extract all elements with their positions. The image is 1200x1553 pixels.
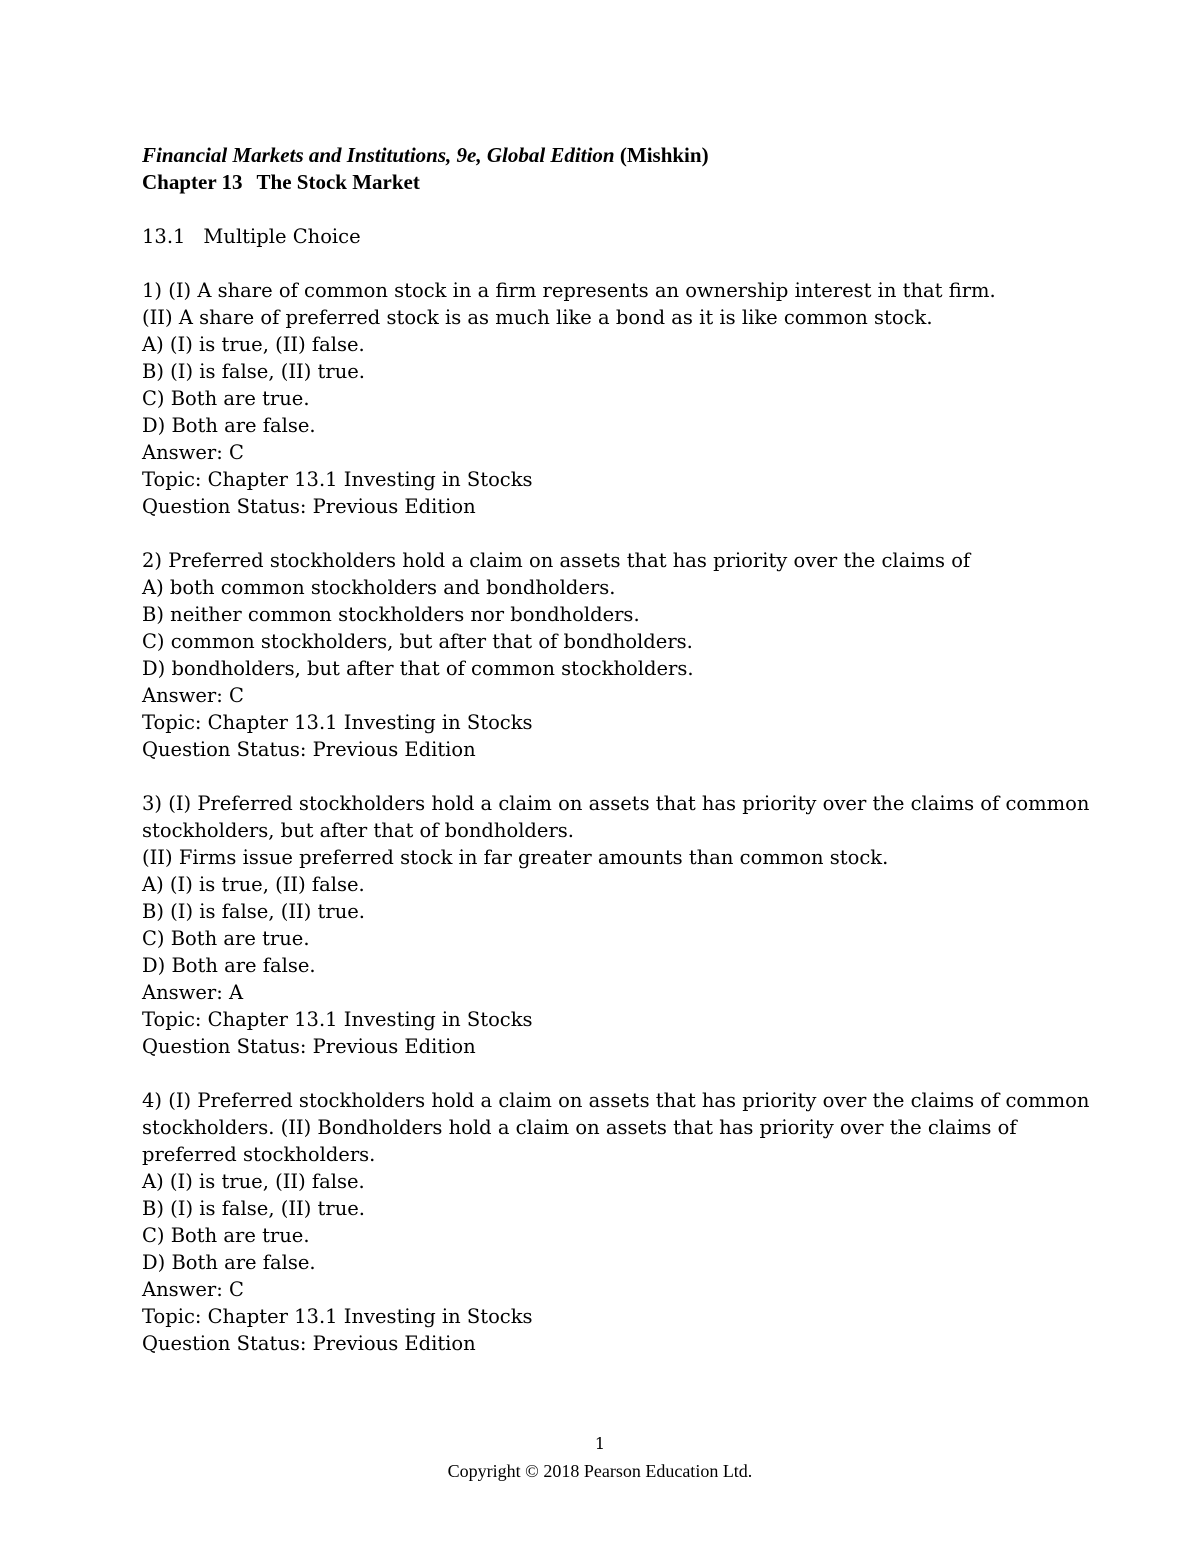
chapter-name: The Stock Market [256, 170, 420, 194]
answer-key: Answer: C [142, 1278, 244, 1301]
question-text: preferred stockholders. [142, 1143, 376, 1166]
answer-option: A) (I) is true, (II) false. [142, 873, 365, 896]
question-text: (II) Firms issue preferred stock in far greater amounts than common stock. [142, 846, 889, 869]
question-text: 4) (I) Preferred stockholders hold a claim on assets that has priority over the claims of common [142, 1089, 1090, 1112]
page-content [142, 142, 1090, 1357]
answer-option: C) Both are true. [142, 927, 310, 950]
answer-option: C) Both are true. [142, 1224, 310, 1247]
answer-option: A) both common stockholders and bondholders. [142, 576, 616, 599]
question-block [142, 790, 1090, 1060]
question-status: Question Status: Previous Edition [142, 1332, 476, 1355]
question-text: 3) (I) Preferred stockholders hold a claim on assets that has priority over the claims of common [142, 792, 1090, 815]
question-topic: Topic: Chapter 13.1 Investing in Stocks [142, 1305, 533, 1328]
answer-option: D) Both are false. [142, 414, 316, 437]
book-title: Financial Markets and Institutions, 9e, Global Edition [142, 143, 615, 167]
question-status: Question Status: Previous Edition [142, 1035, 476, 1058]
question-text: 2) Preferred stockholders hold a claim on assets that has priority over the claims of [142, 549, 971, 572]
answer-option: B) (I) is false, (II) true. [142, 1197, 365, 1220]
question-block [142, 277, 1062, 520]
answer-key: Answer: A [142, 981, 244, 1004]
answer-option: C) Both are true. [142, 387, 310, 410]
answer-option: A) (I) is true, (II) false. [142, 1170, 365, 1193]
section-name: Multiple Choice [203, 225, 361, 248]
copyright-notice: Copyright © 2018 Pearson Education Ltd. [447, 1461, 753, 1481]
section-heading [142, 223, 1062, 250]
answer-option: D) bondholders, but after that of common stockholders. [142, 657, 694, 680]
question-block [142, 547, 1062, 763]
answer-key: Answer: C [142, 441, 244, 464]
question-topic: Topic: Chapter 13.1 Investing in Stocks [142, 468, 533, 491]
question-block [142, 1087, 1090, 1357]
answer-option: C) common stockholders, but after that of bondholders. [142, 630, 693, 653]
answer-option: B) (I) is false, (II) true. [142, 360, 365, 383]
answer-option: D) Both are false. [142, 1251, 316, 1274]
question-text: stockholders. (II) Bondholders hold a claim on assets that has priority over the claims of [142, 1116, 1017, 1139]
chapter-label: Chapter 13 [142, 170, 243, 194]
question-text: 1) (I) A share of common stock in a firm represents an ownership interest in that firm. [142, 279, 996, 302]
answer-option: B) (I) is false, (II) true. [142, 900, 365, 923]
question-status: Question Status: Previous Edition [142, 495, 476, 518]
book-header [142, 142, 1062, 169]
author: (Mishkin) [619, 143, 709, 167]
answer-key: Answer: C [142, 684, 244, 707]
section-number: 13.1 [142, 225, 186, 248]
chapter-title [142, 169, 1062, 196]
question-topic: Topic: Chapter 13.1 Investing in Stocks [142, 711, 533, 734]
answer-option: B) neither common stockholders nor bondholders. [142, 603, 640, 626]
page-number: 1 [594, 1434, 606, 1453]
question-text: stockholders, but after that of bondholders. [142, 819, 574, 842]
question-text: (II) A share of preferred stock is as much like a bond as it is like common stock. [142, 306, 933, 329]
question-status: Question Status: Previous Edition [142, 738, 476, 761]
answer-option: A) (I) is true, (II) false. [142, 333, 365, 356]
question-topic: Topic: Chapter 13.1 Investing in Stocks [142, 1008, 533, 1031]
answer-option: D) Both are false. [142, 954, 316, 977]
